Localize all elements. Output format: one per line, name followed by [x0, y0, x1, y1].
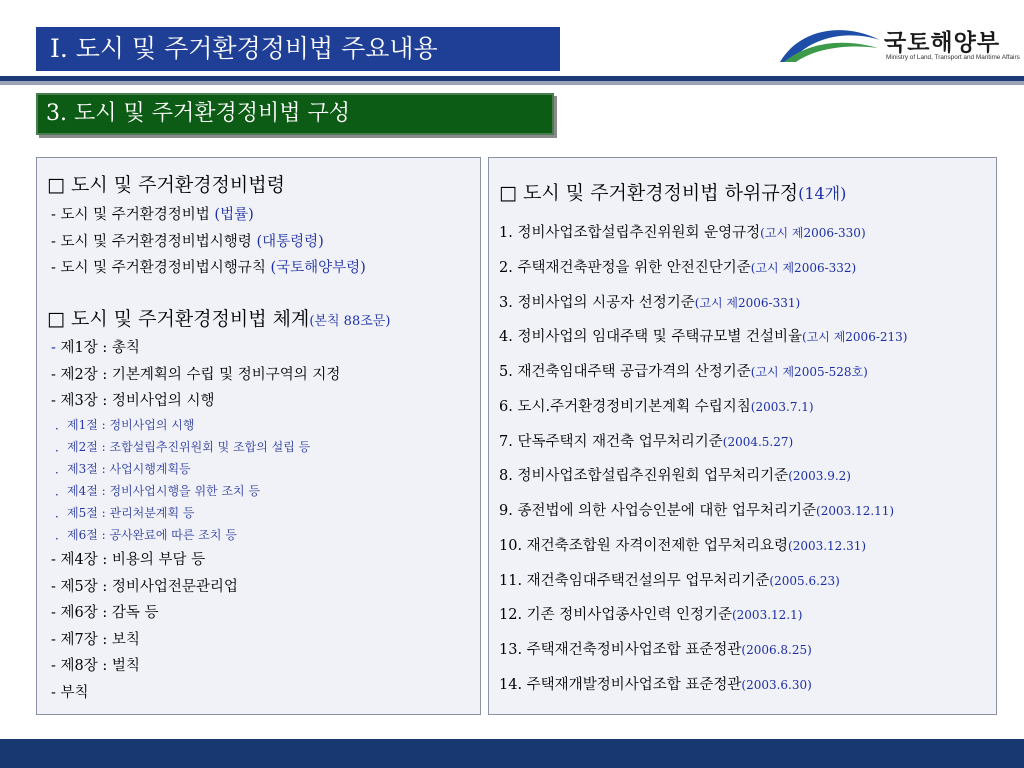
regulation-item: 2. 주택재건축판정을 위한 안전진단기준(고시 제2006-332): [499, 260, 857, 276]
law-item: - 도시 및 주거환경정비법시행규칙 (국토해양부령): [51, 260, 366, 276]
header-band-shadow: [0, 81, 1024, 85]
chapter-item: - 제1장 : 총칙: [51, 340, 140, 356]
section-title: 3. 도시 및 주거환경정비법 구성: [36, 93, 554, 135]
section-item: ．제2절 : 조합설립추진위원회 및 조합의 설립 등: [55, 440, 311, 454]
law-structure-panel: [36, 157, 481, 715]
logo-swoosh-icon: [778, 22, 882, 66]
chapter-item: - 제8장 : 벌칙: [51, 658, 140, 674]
regulation-item: 4. 정비사업의 임대주택 및 주택규모별 건설비율(고시 제2006-213): [499, 329, 908, 345]
footer-band: [0, 739, 1024, 768]
logo-name: 국토해양부: [884, 30, 1001, 56]
chapter-item: - 제4장 : 비용의 부담 등: [51, 552, 206, 568]
chapter-item: - 제7장 : 보칙: [51, 632, 140, 648]
regulation-item: 7. 단독주택지 재건축 업무처리기준(2004.5.27): [499, 434, 794, 450]
section-item: ．제5절 : 관리처분계획 등: [55, 506, 195, 520]
chapter-item: - 제2장 : 기본계획의 수립 및 정비구역의 지정: [51, 367, 341, 383]
section-item: ．제1절 : 정비사업의 시행: [55, 418, 195, 432]
regulation-item: 6. 도시.주거환경정비기본계획 수립지침(2003.7.1): [499, 399, 814, 415]
law-item: - 도시 및 주거환경정비법시행령 (대통령령): [51, 234, 324, 250]
system-heading: □ 도시 및 주거환경정비법 체계(본칙 88조문): [47, 308, 391, 330]
regulation-item: 12. 기존 정비사업종사인력 인정기준(2003.12.1): [499, 607, 803, 623]
law-item: - 도시 및 주거환경정비법 (법률): [51, 207, 254, 223]
regulation-item: 11. 재건축임대주택건설의무 업무처리기준(2005.6.23): [499, 573, 840, 589]
regulation-item: 13. 주택재건축정비사업조합 표준정관(2006.8.25): [499, 642, 812, 658]
law-heading: □ 도시 및 주거환경정비법령: [47, 174, 285, 196]
chapter-item: - 제5장 : 정비사업전문관리업: [51, 579, 238, 595]
section-item: ．제3절 : 사업시행계획등: [55, 462, 191, 476]
regulation-item: 1. 정비사업조합설립추진위원회 운영규정(고시 제2006-330): [499, 225, 866, 241]
chapter-item: - 제3장 : 정비사업의 시행: [51, 393, 215, 409]
chapter-item: - 부칙: [51, 685, 89, 701]
regulation-item: 5. 재건축임대주택 공급가격의 산정기준(고시 제2005-528호): [499, 364, 868, 380]
section-item: ．제4절 : 정비사업시행을 위한 조치 등: [55, 484, 261, 498]
regulation-item: 14. 주택재개발정비사업조합 표준정관(2003.6.30): [499, 677, 812, 693]
logo-subtitle: Ministry of Land, Transport and Maritime Affairs: [886, 54, 1020, 61]
regulation-item: 9. 종전법에 의한 사업승인분에 대한 업무처리기준(2003.12.11): [499, 503, 895, 519]
sub-regulation-heading: □ 도시 및 주거환경정비법 하위규정(14개): [499, 182, 847, 204]
regulation-item: 10. 재건축조합원 자격이전제한 업무처리요령(2003.12.31): [499, 538, 867, 554]
chapter-item: - 제6장 : 감독 등: [51, 605, 159, 621]
page-title: Ⅰ. 도시 및 주거환경정비법 주요내용: [36, 27, 560, 71]
regulation-item: 8. 정비사업조합설립추진위원회 업무처리기준(2003.9.2): [499, 468, 851, 484]
ministry-logo: [778, 22, 1018, 72]
sub-regulation-panel: [488, 157, 997, 715]
regulation-item: 3. 정비사업의 시공자 선정기준(고시 제2006-331): [499, 295, 801, 311]
section-item: ．제6절 : 공사완료에 따른 조치 등: [55, 528, 237, 542]
